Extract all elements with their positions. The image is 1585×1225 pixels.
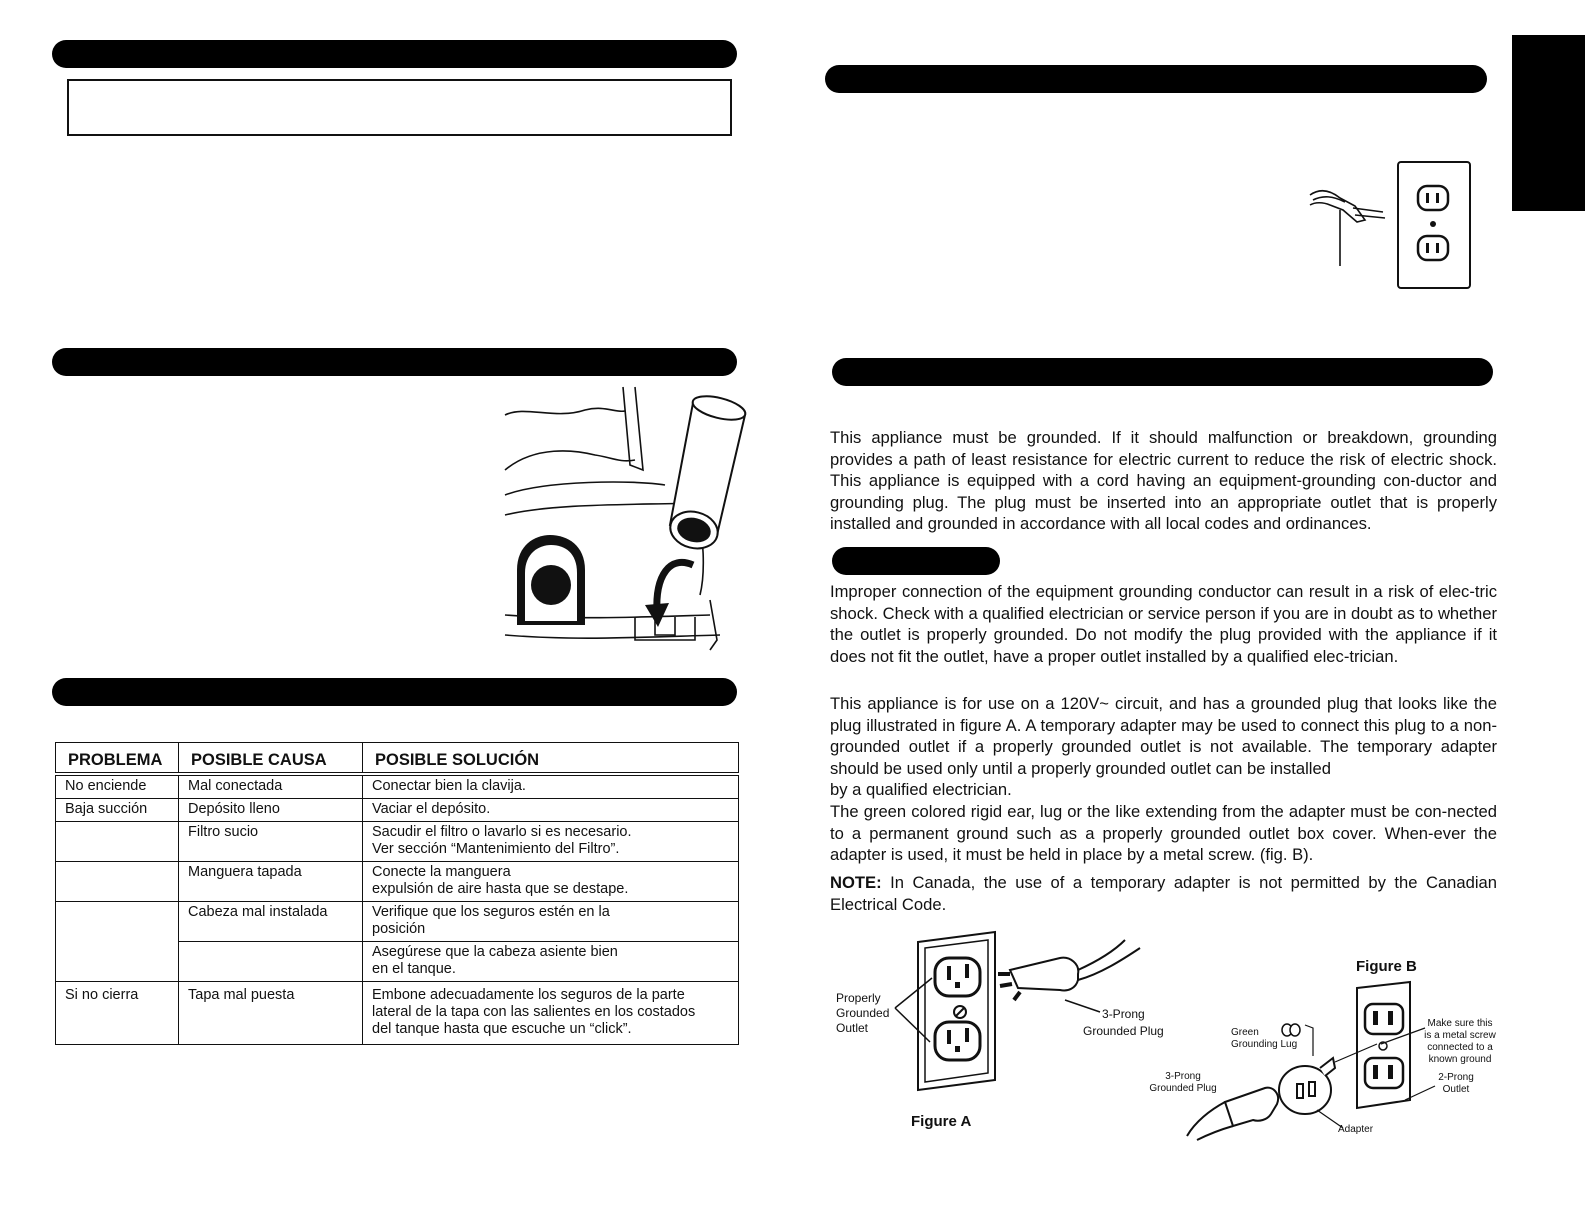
two-prong-outlet-shape: [1357, 982, 1410, 1108]
label-line: connected to a: [1427, 1042, 1493, 1053]
figure-b-title: Figure B: [1356, 958, 1417, 975]
cell-solution: Vaciar el depósito.: [363, 799, 739, 822]
cell-cause: Mal conectada: [179, 774, 363, 799]
header-problem: PROBLEMA: [56, 743, 179, 775]
label-line: Grounded: [836, 1006, 890, 1020]
cell-solution: [363, 822, 739, 862]
cell-solution: [363, 982, 739, 1045]
header-solution: POSIBLE SOLUCIÓN: [363, 743, 739, 775]
label-line: Properly: [836, 991, 881, 1005]
label-line: Grounded Plug: [1149, 1083, 1217, 1094]
cell-cause: [179, 942, 363, 982]
figure-a-title: Figure A: [911, 1113, 972, 1130]
hose-shape: [666, 392, 747, 554]
label-line: Grounding Lug: [1231, 1039, 1298, 1050]
label-line: Make sure this: [1427, 1018, 1493, 1029]
grounding-text-1: This appliance must be grounded. If it should malfunction or breakdown, grounding provides a path of least resistance for electric current to reduce the risk of electric shock. This appliance is equipped with a cord having an equipment-grounding con-ductor and grounding plug. The plug must be inserted into an appropriate outlet that is properly installed and grounded in accordance with all local codes and ordinances.: [830, 428, 1497, 534]
table-row: [56, 862, 739, 902]
wall-outlet-shape: [1398, 162, 1470, 288]
adapter-shape: [1279, 1058, 1335, 1114]
cell-problem: Si no cierra: [56, 982, 179, 1045]
solution-line: posición: [372, 921, 426, 937]
cell-solution: [363, 862, 739, 902]
table-row: [56, 799, 739, 822]
label-line: 3-Prong: [1165, 1071, 1201, 1082]
label-line: 3-Prong: [1102, 1007, 1145, 1021]
table-row: [56, 774, 739, 799]
label-line: Outlet: [836, 1021, 869, 1035]
figure-b-plug-label: [1148, 1071, 1218, 1095]
plug-outlet-illustration: [1305, 160, 1475, 290]
solution-line: Verifique que los seguros estén en la: [372, 904, 610, 920]
figure-b-screw-label: [1420, 1018, 1500, 1066]
cell-problem: Baja succión: [56, 799, 179, 822]
solution-line: lateral de la tapa con las salientes en los costados: [372, 1004, 696, 1020]
cell-cause: Tapa mal puesta: [179, 982, 363, 1045]
label-line: Grounded Plug: [1083, 1024, 1164, 1038]
figure-a-plug-label: [1083, 1007, 1164, 1039]
table-row: [56, 902, 739, 942]
label-line: is a metal screw: [1424, 1030, 1496, 1041]
label-line: 2-Prong: [1438, 1072, 1474, 1083]
grounding-paragraph-1: [830, 427, 1497, 535]
figure-a-outlet-label: [836, 991, 889, 1036]
header-cause: POSIBLE CAUSA: [179, 743, 363, 775]
canada-note: [830, 872, 1497, 915]
section-header-bar-4: [825, 65, 1487, 93]
note-label: NOTE:: [830, 873, 882, 892]
section-header-bar-3: [52, 678, 737, 706]
latch-shape: [517, 535, 585, 625]
section-header-bar-1: [52, 40, 737, 68]
grounding-text-3: This appliance is for use on a 120V~ circuit, and has a grounded plug that looks like the plug illustrated in figure A. A temporary adapter may be used to connect this plug to a non-grounded outlet if a properly grounded outlet is not available. The temporary adapter should be used only until a properly grounded outlet can be installed: [830, 694, 1497, 778]
solution-line: expulsión de aire hasta que se destape.: [372, 881, 629, 897]
cell-solution: [363, 902, 739, 942]
label-line: known ground: [1428, 1054, 1492, 1065]
label-line: Green: [1231, 1027, 1259, 1038]
section-header-bar-5: [832, 358, 1493, 386]
table-header-row: [56, 743, 739, 775]
cell-problem: [56, 822, 179, 862]
cell-cause: Filtro sucio: [179, 822, 363, 862]
figure-b-adapter-label: Adapter: [1338, 1124, 1374, 1135]
cell-solution: [363, 942, 739, 982]
cell-problem: No enciende: [56, 774, 179, 799]
cell-cause: Depósito lleno: [179, 799, 363, 822]
warning-label-bar: [832, 547, 1000, 575]
solution-line: Conecte la manguera: [372, 864, 511, 880]
troubleshooting-table: [55, 742, 739, 1045]
cell-solution: Conectar bien la clavija.: [363, 774, 739, 799]
cell-cause: Cabeza mal instalada: [179, 902, 363, 942]
grounding-paragraph-3: [830, 693, 1497, 866]
grounding-text-4: The green colored rigid ear, lug or the like extending from the adapter must be con-nected to a permanent ground such as a properly grounded outlet box cover. When-ever the adapter is used, it must be held in place by a metal screw. (fig. B).: [830, 801, 1497, 865]
grounding-text-2: Improper connection of the equipment grounding conductor can result in a risk of elec-tric shock. Check with a qualified electrician or service person if you are in doubt as to whether the outlet is properly grounded. Do not modify the plug provided with the appliance if it does not fit the outlet, have a proper outlet installed by a qualified elec-trician.: [830, 582, 1497, 666]
note-text: In Canada, the use of a temporary adapter is not permitted by the Canadian Electrical Code.: [830, 873, 1497, 914]
figure-b-outlet-label: [1436, 1072, 1476, 1096]
solution-line: del tanque hasta que escuche un “click”.: [372, 1021, 632, 1037]
notice-box: [67, 79, 732, 136]
figure-b-illustration: [1185, 980, 1435, 1140]
label-line: Outlet: [1442, 1084, 1470, 1095]
grounding-paragraph-2: [830, 581, 1497, 667]
grounded-outlet-shape: [918, 932, 995, 1090]
plug-b-shape: [1187, 1088, 1278, 1140]
page-edge-tab: [1512, 35, 1585, 211]
figure-b-lug-label: [1231, 1027, 1297, 1051]
solution-line: Ver sección “Mantenimiento del Filtro”.: [372, 841, 620, 857]
cell-cause: Manguera tapada: [179, 862, 363, 902]
cell-problem: [56, 902, 179, 982]
solution-line: en el tanque.: [372, 961, 456, 977]
solution-line: Sacudir el filtro o lavarlo si es necesario.: [372, 824, 632, 840]
cell-problem: [56, 862, 179, 902]
table-row: [56, 982, 739, 1045]
solution-line: Embone adecuadamente los seguros de la parte: [372, 987, 685, 1003]
table-row: [56, 822, 739, 862]
vacuum-latch-illustration: [495, 385, 755, 655]
section-header-bar-2: [52, 348, 737, 376]
three-prong-plug-shape: [998, 940, 1140, 1000]
solution-line: Asegúrese que la cabeza asiente bien: [372, 944, 618, 960]
grounding-text-3b: by a qualified electrician.: [830, 780, 1012, 800]
